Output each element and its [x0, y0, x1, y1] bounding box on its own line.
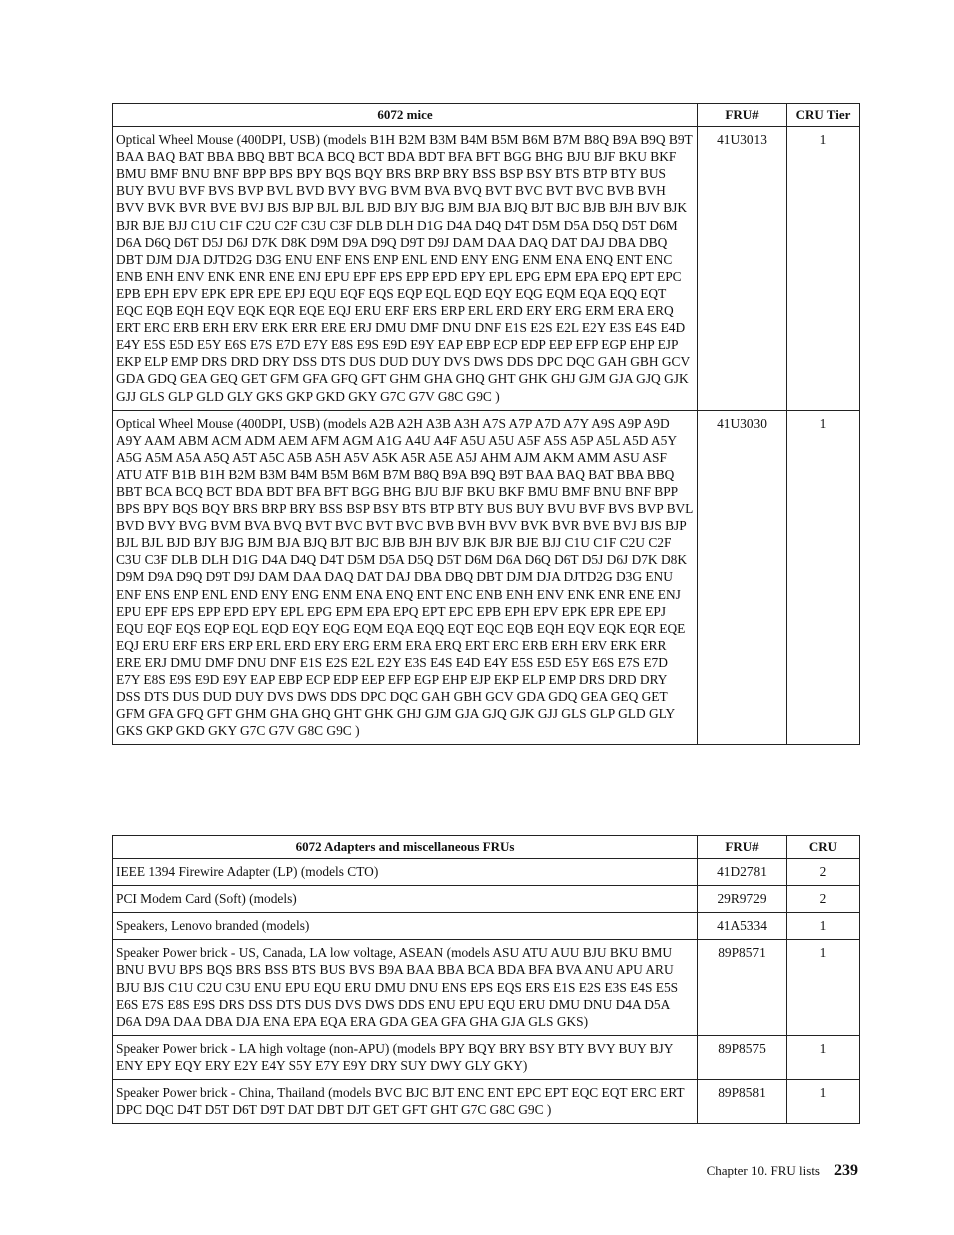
table-header-row	[113, 104, 860, 127]
part-description: Optical Wheel Mouse (400DPI, USB) (models B1H B2M B3M B4M B5M B6M B7M B8Q B9A B9Q B9T BAA BAQ BAT BBA BBQ BBT BCA BCQ BCT BDA BDT BFA BFT BGG BHG BJU BJF BKU BKF BMU BMF BNU BNF BPP BPS BPY BQS BQY BRS BRP BRY BSS BSP BSY BTS BTP BTY BUS BUY BVU BVF BVS BVP BVL BVD BVY BVG BVM BVA BVQ BVT BVC BVT BVC BVB BVH BVV BVK BVR BVE BVJ BJS BJP BJL BJL BJD BJY BJG BJM BJA BJQ BJT BJC BJB BJH BJV BJK BJR BJE BJJ C1U C1F C2U C2F C3U C3F DLB DLH D1G D4A D4Q D4T D5M D5A D5Q D5T D6M D6A D6Q D6T D5J D6J D7K D8K D9M D9A D9Q D9T D9J DAM DAA DAQ DAT DAJ DBA DBQ DBT DJM DJA DJTD2G D3G ENU ENF ENS ENP ENL END ENY ENG ENM ENA ENQ ENT ENC ENB ENH ENV ENK ENR ENE ENJ EPU EPF EPS EPP EPD EPY EPL EPG EPM EPA EPQ EPT EPC EPB EPH EPV EPK EPR EPE EPJ EQU EQF EQS EQP EQL EQD EQY EQG EQM EQA EQQ EQT EQC EQB EQH EQV EQK EQR EQE EQJ ERU ERF ERS ERP ERL ERD ERY ERG ERM ERA ERQ ERT ERC ERB ERH ERV ERK ERR ERE ERJ DMU DMF DNU DNF E1S E2S E2L E2Y E3S E4S E4D E4Y E5S E5D E5Y E6S E7S E7D E7Y E8S E9S E9D E9Y EAP EBP ECP EDP EEP EFP EGP EHP EJP EKP ELP EMP DRS DRD DRY DSS DTS DUS DUD DUY DVS DWS DDS DPC DQC GAH GBH GCV GDA GDQ GEA GEQ GET GFM GFA GFQ GFT GHM GHA GHQ GHT GHK GHJ GJM GJA GJQ GJK GJJ GLS GLP GLD GLY GKS GKP GKD GKY G7C G7V G8C G9C )	[113, 127, 698, 411]
fru-number: 41A5334	[698, 913, 787, 940]
table-row	[113, 1080, 860, 1124]
fru-number: 89P8581	[698, 1080, 787, 1124]
fru-number: 41D2781	[698, 859, 787, 886]
table-row	[113, 913, 860, 940]
page-number: 239	[834, 1162, 858, 1179]
description-header: 6072 Adapters and miscellaneous FRUs	[113, 836, 698, 859]
cru-tier: 1	[787, 940, 860, 1035]
table-row	[113, 940, 860, 1035]
fru-number: 89P8575	[698, 1035, 787, 1079]
cru-tier: 2	[787, 859, 860, 886]
cru-tier: 1	[787, 1080, 860, 1124]
fru-number: 89P8571	[698, 940, 787, 1035]
cru-tier-header: CRU Tier	[787, 104, 860, 127]
fru-number: 29R9729	[698, 886, 787, 913]
table-row	[113, 859, 860, 886]
part-description: Speaker Power brick - US, Canada, LA low voltage, ASEAN (models ASU ATU AUU BJU BKU BMU BNU BVU BPS BQS BRS BSS BTS BUS BVS B9A BAA BBA BCA BDA BFA BVA ANU APU ARU BJU BJS C1U C2U C3U ENU EPU EQU ERU DMU DNU ENS EPS EQS ERS E1S E2S E3S E4S E5S E6S E7S E8S E9S DRS DSS DTS DUS DVS DWS DDS ENU EPU EQU ERU DMU DNU D4A D5A D6A D9A DAA DBA DJA ENA EPA EQA ERA GDA GEA GFA GHA GJA GLS GKS)	[113, 940, 698, 1035]
cru-tier: 1	[787, 127, 860, 411]
cru-tier: 1	[787, 913, 860, 940]
fru-header: FRU#	[698, 104, 787, 127]
part-description: PCI Modem Card (Soft) (models)	[113, 886, 698, 913]
part-description: Optical Wheel Mouse (400DPI, USB) (models A2B A2H A3B A3H A7S A7P A7D A7Y A9S A9P A9D A9Y AAM ABM ACM ADM AEM AFM AGM A1G A4U A4F A5U A5U A5F A5S A5P A5L A5D A5Y A5G A5M A5A A5Q A5T A5C A5B A5H A5V A5K A5R A5E A5J AHM AJM AKM AMM ASU ASF ATU ATF B1B B1H B2M B3M B4M B5M B6M B7M B8Q B9A B9Q B9T BAA BAQ BAT BBA BBQ BBT BCA BCQ BCT BDA BDT BFA BFT BGG BHG BJU BJF BKU BKF BMU BMF BNU BNF BPP BPS BPY BQS BQY BRS BRP BRY BSS BSP BSY BTS BTP BTY BUS BUY BVU BVF BVS BVP BVL BVD BVY BVG BVM BVA BVQ BVT BVC BVT BVC BVB BVH BVV BVK BVR BVE BVJ BJS BJP BJL BJL BJD BJY BJG BJM BJA BJQ BJT BJC BJB BJH BJV BJK BJR BJE BJJ C1U C1F C2U C2F C3U C3F DLB DLH D1G D4A D4Q D4T D5M D5A D5Q D5T D6M D6A D6Q D6T D5J D6J D7K D8K D9M D9A D9Q D9T D9J DAM DAA DAQ DAT DAJ DBA DBQ DBT DJM DJA DJTD2G D3G ENU ENF ENS ENP ENL END ENY ENG ENM ENA ENQ ENT ENC ENB ENH ENV ENK ENR ENE ENJ EPU EPF EPS EPP EPD EPY EPL EPG EPM EPA EPQ EPT EPC EPB EPH EPV EPK EPR EPE EPJ EQU EQF EQS EQP EQL EQD EQY EQG EQM EQA EQQ EQT EQC EQB EQH EQV EQK EQR EQE EQJ ERU ERF ERS ERP ERL ERD ERY ERG ERM ERA ERQ ERT ERC ERB ERH ERV ERK ERR ERE ERJ DMU DMF DNU DNF E1S E2S E2L E2Y E3S E4S E4D E4Y E5S E5D E5Y E6S E7S E7D E7Y E8S E9S E9D E9Y EAP EBP ECP EDP EEP EFP EGP EHP EJP EKP ELP EMP DRS DRD DRY DSS DTS DUS DUD DUY DVS DWS DDS DPC DQC GAH GBH GCV GDA GDQ GEA GEQ GET GFM GFA GFQ GFT GHM GHA GHQ GHT GHK GHJ GJM GJA GJQ GJK GJJ GLS GLP GLD GLY GKS GKP GKD GKY G7C G7V G8C G9C )	[113, 410, 698, 745]
page-footer	[707, 1162, 858, 1180]
mice-table	[112, 103, 860, 745]
cru-header: CRU	[787, 836, 860, 859]
table-header-row	[113, 836, 860, 859]
table-row	[113, 886, 860, 913]
part-description: IEEE 1394 Firewire Adapter (LP) (models CTO)	[113, 859, 698, 886]
part-description: Speaker Power brick - LA high voltage (non-APU) (models BPY BQY BRY BSY BTY BVY BUY BJY ENY EPY EQY ERY E2Y E4Y S5Y E7Y E9Y DRY SUY DWY GLY GKY)	[113, 1035, 698, 1079]
cru-tier: 1	[787, 1035, 860, 1079]
cru-tier: 2	[787, 886, 860, 913]
fru-number: 41U3013	[698, 127, 787, 411]
table-row	[113, 1035, 860, 1079]
part-description: Speakers, Lenovo branded (models)	[113, 913, 698, 940]
adapters-table	[112, 835, 860, 1124]
description-header: 6072 mice	[113, 104, 698, 127]
chapter-title: Chapter 10. FRU lists	[706, 1163, 820, 1178]
part-description: Speaker Power brick - China, Thailand (models BVC BJC BJT ENC ENT EPC EPT EQC EQT ERC ERT DPC DQC D4T D5T D6T D9T DAT DBT DJT GET GFT GHT G7C G8C G9C )	[113, 1080, 698, 1124]
table-row	[113, 410, 860, 745]
fru-number: 41U3030	[698, 410, 787, 745]
cru-tier: 1	[787, 410, 860, 745]
table-row	[113, 127, 860, 411]
fru-header: FRU#	[698, 836, 787, 859]
